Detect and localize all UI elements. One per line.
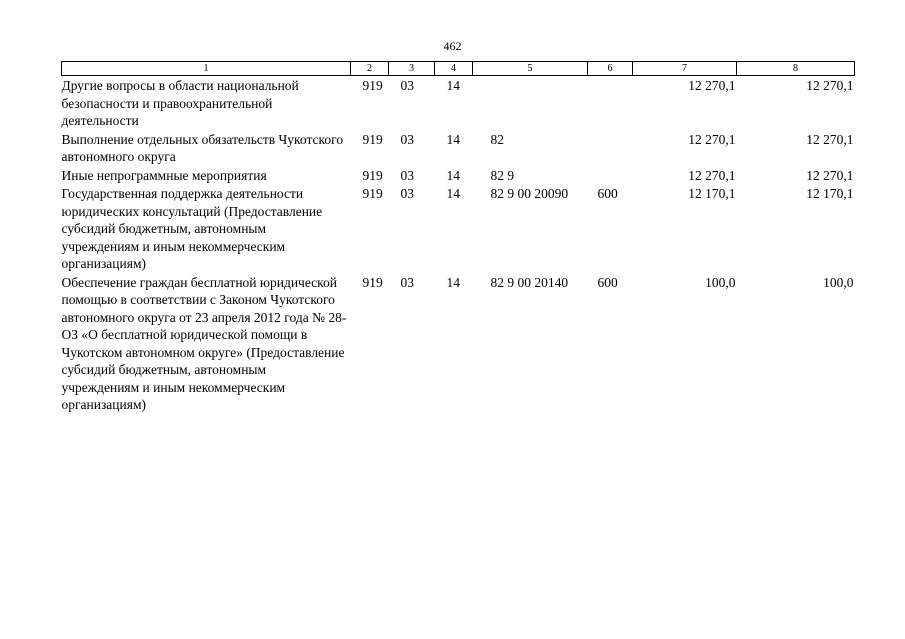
expense-type-code: 600	[597, 186, 618, 201]
header-row	[62, 62, 855, 76]
table-row	[62, 166, 855, 185]
column-header-8: 8	[737, 62, 855, 76]
amount-col8: 12 270,1	[806, 78, 854, 93]
section-code: 03	[400, 167, 414, 183]
section-code: 03	[400, 131, 414, 147]
amount-col7: 12 270,1	[688, 78, 736, 93]
row-name: Иные непрограммные мероприятия	[61, 167, 267, 183]
table-row	[62, 184, 855, 273]
budget-table	[61, 61, 855, 414]
target-article-code: 82 9	[490, 167, 515, 183]
column-header-3: 3	[389, 62, 435, 76]
page-number: 462	[443, 39, 462, 53]
column-header-4: 4	[435, 62, 473, 76]
amount-col7: 12 170,1	[688, 186, 736, 201]
amount-col7: 12 270,1	[688, 167, 736, 183]
column-header-6: 6	[588, 62, 633, 76]
section-code: 03	[400, 186, 414, 201]
target-article-code: 82 9 00 20090	[490, 186, 569, 201]
section-code: 03	[400, 78, 414, 93]
subsection-code: 14	[446, 131, 460, 147]
table-header	[62, 62, 855, 76]
amount-col8: 12 270,1	[806, 131, 854, 147]
row-name: Другие вопросы в области национальной безопасности и правоохранительной деятельности	[61, 78, 299, 128]
column-header-5: 5	[473, 62, 588, 76]
subsection-code: 14	[446, 186, 460, 201]
subsection-code: 14	[446, 167, 460, 183]
subsection-code: 14	[446, 78, 460, 93]
table-row	[62, 76, 855, 130]
target-article-code: 82 9 00 20140	[490, 274, 569, 290]
row-name: Обеспечение граждан бесплатной юридической помощью в соответствии с Законом Чукотского автономного округа от 23 апреля 2012 года № 28-ОЗ «О бесплатной юридической помощи в Чукотском автономном округе» (Предоставление субсидий бюджетным, автономным учреждениям и иным некоммерческим организациям)	[61, 274, 347, 412]
amount-col7: 12 270,1	[688, 131, 736, 147]
column-header-2: 2	[351, 62, 389, 76]
amount-col8: 12 270,1	[806, 167, 854, 183]
expense-type-code	[588, 130, 633, 166]
subsection-code: 14	[446, 274, 460, 290]
table-row	[62, 130, 855, 166]
section-code: 03	[400, 274, 414, 290]
row-name: Выполнение отдельных обязательств Чукотского автономного округа	[61, 131, 344, 164]
target-article-code: 82	[490, 131, 504, 147]
grbs-code: 919	[362, 78, 383, 93]
amount-col7: 100,0	[705, 274, 736, 290]
grbs-code: 919	[362, 131, 383, 147]
table-row	[62, 273, 855, 414]
amount-col8: 100,0	[823, 274, 854, 290]
row-name: Государственная поддержка деятельности юридических консультаций (Предоставление субсидий бюджетным, автономным учреждениям и иным некоммерческим организациям)	[61, 186, 323, 271]
target-article-code	[473, 76, 588, 130]
grbs-code: 919	[362, 167, 383, 183]
grbs-code: 919	[362, 274, 383, 290]
amount-col8: 12 170,1	[806, 186, 854, 201]
expense-type-code: 600	[597, 274, 618, 290]
grbs-code: 919	[362, 186, 383, 201]
table-body	[62, 76, 855, 414]
expense-type-code	[588, 76, 633, 130]
column-header-7: 7	[633, 62, 737, 76]
expense-type-code	[588, 166, 633, 185]
column-header-1: 1	[62, 62, 351, 76]
